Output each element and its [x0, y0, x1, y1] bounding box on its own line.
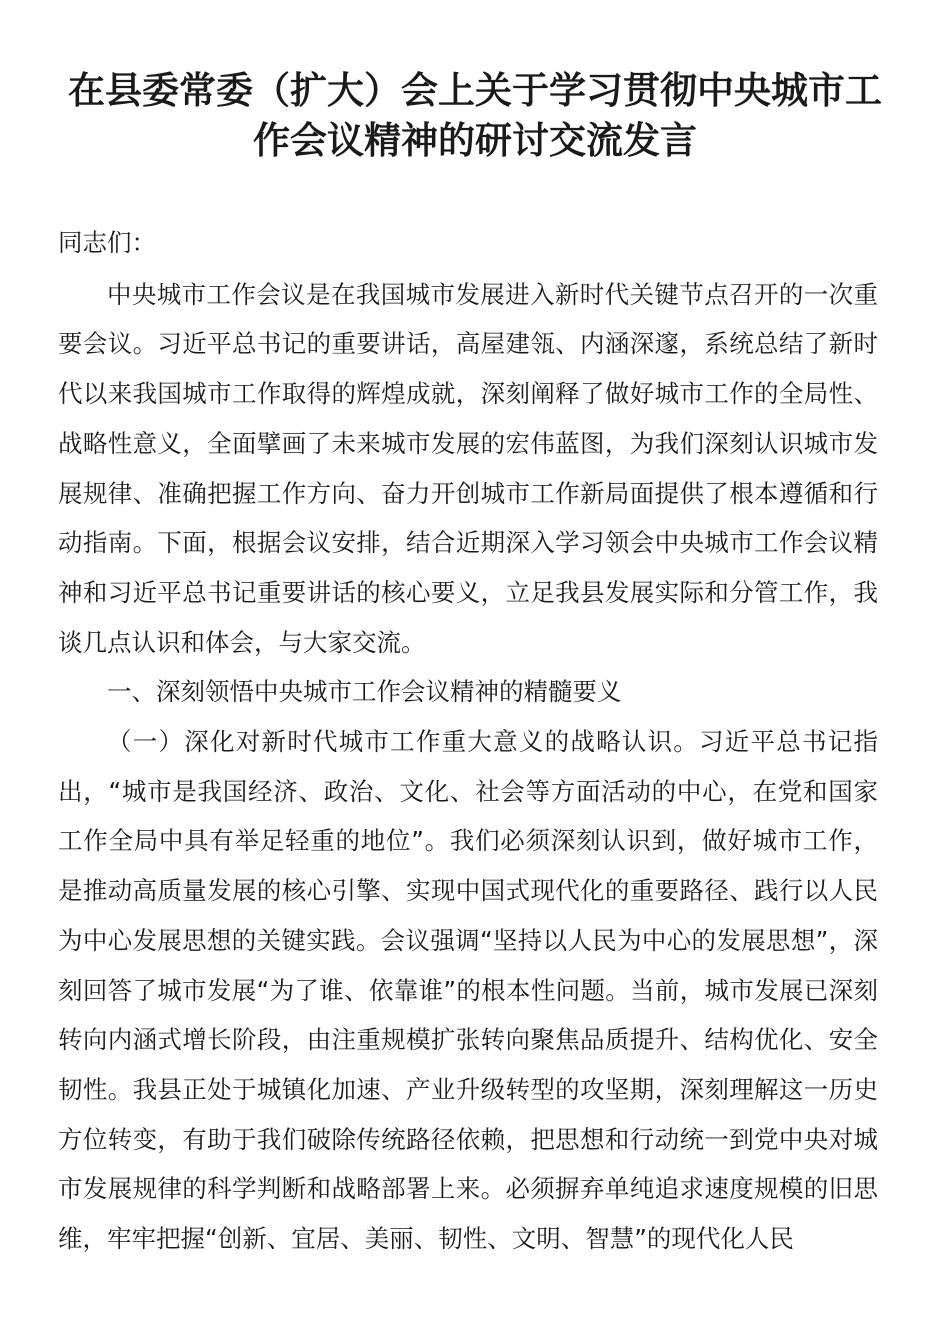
salutation: 同志们： — [58, 228, 156, 257]
paragraph-section-1-1: （一）深化对新时代城市工作重大意义的战略认识。习近平总书记指出，“城市是我国经济、政治、文化、社会等方面活动的中心，在党和国家工作全局中具有举足轻重的地位”。我们必须深刻认识到，做好城市工作，是推动高质量发展的核心引擎、实现中国式现代化的重要路径、践行以人民为中心发展思想的关键实践。会议强调“坚持以人民为中心的发展思想”，深刻回答了城市发展“为了谁、依靠谁”的根本性问题。当前，城市发展已深刻转向内涵式增长阶段，由注重规模扩张转向聚焦品质提升、结构优化、安全韧性。我县正处于城镇化加速、产业升级转型的攻坚期，深刻理解这一历史方位转变，有助于我们破除传统路径依赖，把思想和行动统一到党中央对城市发展规律的科学判断和战略部署上来。必须摒弃单纯追求速度规模的旧思维，牢牢把握“创新、宜居、美丽、韧性、文明、智慧”的现代化人民 — [58, 727, 878, 1254]
document-title: 在县委常委（扩大）会上关于学习贯彻中央城市工作会议精神的研讨交流发言 — [68, 69, 882, 162]
section-heading-1: 一、深刻领悟中央城市工作会议精神的精髓要义 — [107, 677, 622, 707]
document-body — [58, 218, 878, 1264]
paragraph-intro: 中央城市工作会议是在我国城市发展进入新时代关键节点召开的一次重要会议。习近平总书记的重要讲话，高屋建瓴、内涵深邃，系统总结了新时代以来我国城市工作取得的辉煌成就，深刻阐释了做好城市工作的全局性、战略性意义，全面擘画了未来城市发展的宏伟蓝图，为我们深刻认识城市发展规律、准确把握工作方向、奋力开创城市工作新局面提供了根本遵循和行动指南。下面，根据会议安排，结合近期深入学习领会中央城市工作会议精神和习近平总书记重要讲话的核心要义，立足我县发展实际和分管工作，我谈几点认识和体会，与大家交流。 — [58, 279, 878, 657]
